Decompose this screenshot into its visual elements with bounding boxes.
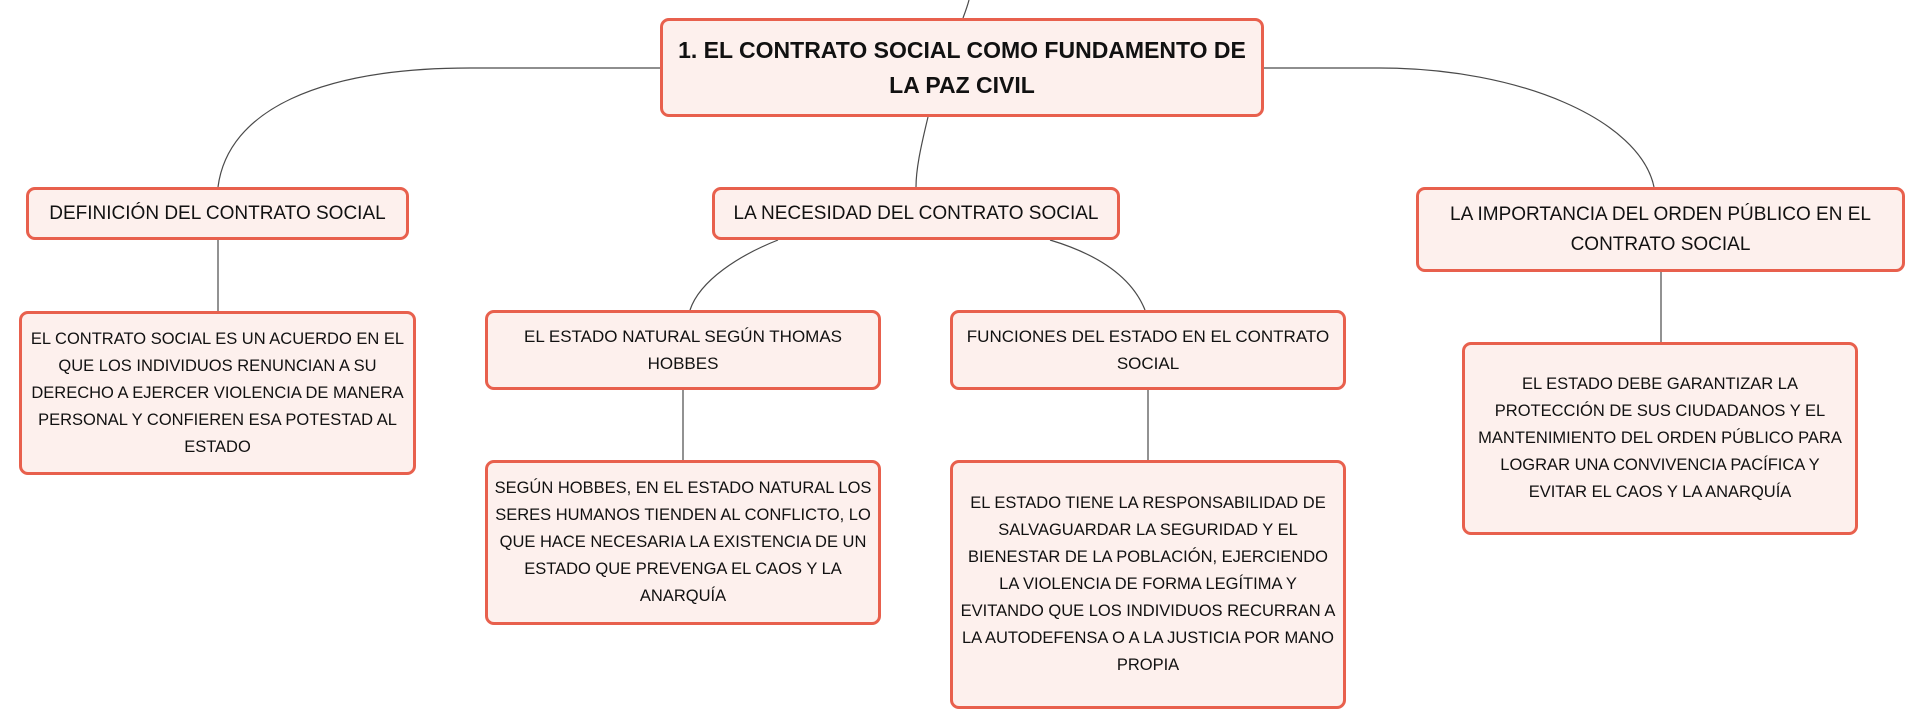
connector-central-to-necesidad (916, 117, 928, 187)
topic-necesidad-label: LA NECESIDAD DEL CONTRATO SOCIAL (733, 202, 1099, 224)
topic-importancia-label: LA IMPORTANCIA DEL ORDEN PÚBLICO EN EL CONTRATO SOCIAL (1450, 203, 1871, 255)
connector-necesidad-to-hobbes (690, 240, 778, 310)
detail-estado-natural-text: SEGÚN HOBBES, EN EL ESTADO NATURAL LOS SERES HUMANOS TIENDEN AL CONFLICTO, LO QUE HACE NECESARIA LA EXISTENCIA DE UN ESTADO QUE PREVENGA EL CAOS Y LA ANARQUÍA (494, 479, 872, 605)
detail-importancia[interactable] (1462, 342, 1858, 535)
topic-definicion[interactable] (26, 187, 409, 240)
topic-definicion-label: DEFINICIÓN DEL CONTRATO SOCIAL (49, 202, 386, 224)
detail-funciones-estado[interactable] (950, 460, 1346, 709)
detail-definicion-text: EL CONTRATO SOCIAL ES UN ACUERDO EN EL QUE LOS INDIVIDUOS RENUNCIAN A SU DERECHO A EJERCER VIOLENCIA DE MANERA PERSONAL Y CONFIEREN ESA POTESTAD AL ESTADO (30, 329, 405, 456)
subtopic-estado-natural-label: EL ESTADO NATURAL SEGÚN THOMAS HOBBES (523, 327, 843, 373)
topic-necesidad[interactable] (712, 187, 1120, 240)
connector-parent-top (963, 0, 969, 18)
subtopic-estado-natural[interactable] (485, 310, 881, 390)
central-topic[interactable] (660, 18, 1264, 117)
subtopic-funciones-estado-label: FUNCIONES DEL ESTADO EN EL CONTRATO SOCIAL (966, 327, 1330, 373)
central-topic-label: 1. EL CONTRATO SOCIAL COMO FUNDAMENTO DE LA PAZ CIVIL (678, 36, 1246, 98)
detail-importancia-text: EL ESTADO DEBE GARANTIZAR LA PROTECCIÓN DE SUS CIUDADANOS Y EL MANTENIMIENTO DEL ORDEN PÚBLICO PARA LOGRAR UNA CONVIVENCIA PACÍFICA Y EVITAR EL CAOS Y LA ANARQUÍA (1478, 375, 1842, 501)
connector-necesidad-to-funciones (1050, 240, 1145, 310)
topic-importancia[interactable] (1416, 187, 1905, 272)
connector-central-to-importancia (1264, 68, 1654, 187)
detail-funciones-estado-text: EL ESTADO TIENE LA RESPONSABILIDAD DE SALVAGUARDAR LA SEGURIDAD Y EL BIENESTAR DE LA POBLACIÓN, EJERCIENDO LA VIOLENCIA DE FORMA LEGÍTIMA Y EVITANDO QUE LOS INDIVIDUOS RECURRAN A LA AUTODEFENSA O A LA JUSTICIA POR MANO PROPIA (960, 494, 1336, 674)
connector-central-to-definicion (218, 68, 660, 187)
subtopic-funciones-estado[interactable] (950, 310, 1346, 390)
detail-definicion[interactable] (19, 311, 416, 475)
detail-estado-natural[interactable] (485, 460, 881, 625)
